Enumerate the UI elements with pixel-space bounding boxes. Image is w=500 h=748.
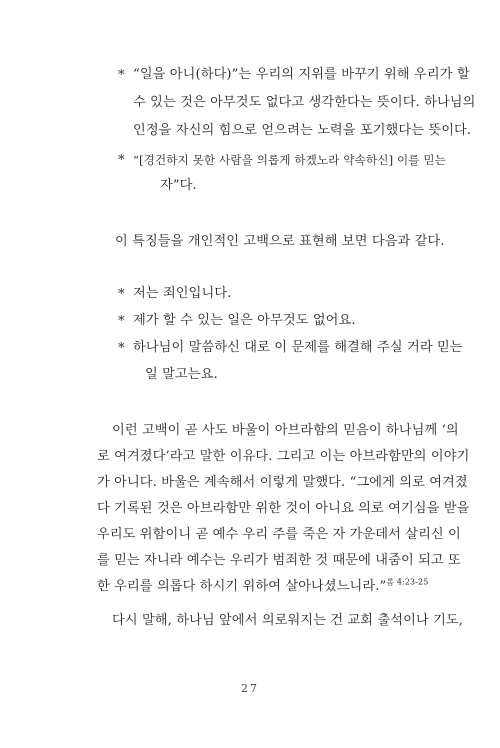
note-bullet: * bbox=[118, 68, 125, 83]
note-line: “일을 아니(하다)”는 우리의 지위를 바꾸기 위해 우리가 할 bbox=[133, 67, 470, 82]
confession-line: 하나님이 말씀하신 대로 이 문제를 해결해 주실 거라 믿는 bbox=[133, 340, 463, 355]
confession-line: 제가 할 수 있는 일은 아무것도 없어요. bbox=[133, 313, 356, 328]
confession-bullet: * bbox=[118, 314, 125, 329]
confession-line: 저는 죄인입니다. bbox=[133, 286, 232, 301]
body-line: 로 여겨졌다’라고 말한 이유다. 그리고 이는 아브라함만의 이야기 bbox=[97, 449, 470, 464]
body-line bbox=[97, 578, 428, 596]
body-line: 다시 말해, 하나님 앞에서 의로워지는 건 교회 출석이나 기도, bbox=[112, 613, 464, 628]
note-line: 수 있는 것은 아무것도 없다고 생각한다는 뜻이다. 하나님의 bbox=[133, 95, 476, 110]
body-line: 이런 고백이 곧 사도 바울이 아브라함의 믿음이 하나님께 ‘의 bbox=[112, 423, 459, 438]
intro-text: 이 특징들을 개인적인 고백으로 표현해 보면 다음과 같다. bbox=[115, 234, 445, 249]
body-text: 한 우리를 의롭다 하시기 위하여 살아나셨느니라.” bbox=[97, 579, 387, 594]
confession-line: 일 말고는요. bbox=[145, 367, 218, 382]
page-number: 27 bbox=[241, 682, 259, 695]
note-line: 인정을 자신의 힘으로 얻으려는 노력을 포기했다는 뜻이다. bbox=[133, 123, 472, 138]
confession-bullet: * bbox=[118, 287, 125, 302]
note-line: 자”다. bbox=[160, 178, 197, 193]
confession-bullet: * bbox=[118, 341, 125, 356]
note-bullet: * bbox=[118, 153, 125, 168]
body-line: 우리도 위함이니 곧 예수 우리 주를 죽은 자 가운데서 살리신 이 bbox=[97, 527, 461, 542]
body-line: 를 믿는 자니라 예수는 우리가 범죄한 것 때문에 내줌이 되고 또 bbox=[97, 553, 461, 568]
scripture-citation: 롬 4:23-25 bbox=[386, 577, 429, 587]
note-line: “[경건하지 못한 사람을 의롭게 하겠노라 약속하신] 이를 믿는 bbox=[133, 153, 446, 167]
body-line: 다 기록된 것은 아브라함만 위한 것이 아니요 의로 여기심을 받을 bbox=[97, 501, 470, 516]
body-line: 가 아니다. 바울은 계속해서 이렇게 말했다. “그에게 의로 여겨졌 bbox=[97, 475, 468, 490]
